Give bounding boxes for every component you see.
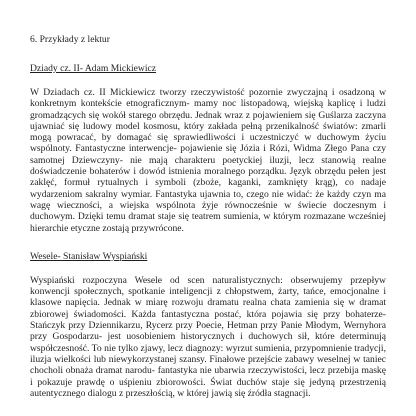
section-heading: 6. Przykłady z lektur	[30, 34, 110, 45]
paragraph-dziady: W Dziadach cz. II Mickiewicz tworzy rzeczywistość pozornie zwyczajną i osadzoną w konkretnym kontekście etnograficznym- mamy noc listopadową, wiejską kaplicę i ludzi gromadzących się wokół starego obrzędu. Jednak wraz z pojawieniem się Guślarza zaczyna ujawniać się ludowy model kosmosu, który zakłada pełną przenikalność światów: zmarli mogą powracać, by domagać się sprawiedliwości i uczestniczyć w duchowym życiu wspólnoty. Fantastyczne interwencje- pojawienie się Józia i Rózi, Widma Złego Pana czy samotnej Dziewczyny- nie mają charakteru poetyckiej iluzji, lecz stanowią realne doświadczenie bohaterów i dowód istnienia moralnego porządku. Język obrzędu pełen jest zaklęć, formuł rytualnych i symboli (zboże, kaganki, zamknięty krąg), co nadaje wydarzeniom sakralny wymiar. Fantastyka ujawnia to, czego nie widać: że każdy czyn ma wagę wieczności, a wiejska wspólnota żyje równocześnie w świecie doczesnym i duchowym. Dzięki temu dramat staje się teatrem sumienia, w którym rozmazane wcześniej hierarchie etyczne zostają przywrócone.	[30, 87, 386, 234]
work-title-dziady: Dziady cz. II- Adam Mickiewicz	[30, 63, 156, 74]
paragraph-wesele: Wyspiański rozpoczyna Wesele od scen naturalistycznych: obserwujemy przepływ konwencji społecznych, spotkanie inteligencji z chłopstwem, żarty, tańce, emocjonalne i klasowe napięcia. Jednak w miarę rozwoju dramatu realna chata zamienia się w dramat zbiorowej świadomości. Każda fantastyczna postać, która pojawia się przy bohaterze- Stańczyk przy Dziennikarzu, Rycerz przy Poecie, Hetman przy Panie Młodym, Wernyhora przy Gospodarzu- jest uosobieniem historycznych i duchowych sił, które determinują współczesność. To nie tylko zjawy, lecz diagnozy: wyrzut sumienia, przypomnienie tradycji, iluzja wielkości lub niewykorzystanej szansy. Finałowe przejście zabawy weselnej w taniec chocholi obnaża dramat narodu- fantastyka nie ubarwia rzeczywistości, lecz przebija maskę i pokazuje prawdę o uśpieniu zbiorowości. Świat duchów staje się jedyną przestrzenią autentycznego dialogu z przeszłością, w której jawią się źródła stagnacji.	[30, 274, 386, 399]
work-title-wesele: Wesele- Stanisław Wyspiański	[30, 250, 148, 262]
document-page	[30, 34, 386, 399]
